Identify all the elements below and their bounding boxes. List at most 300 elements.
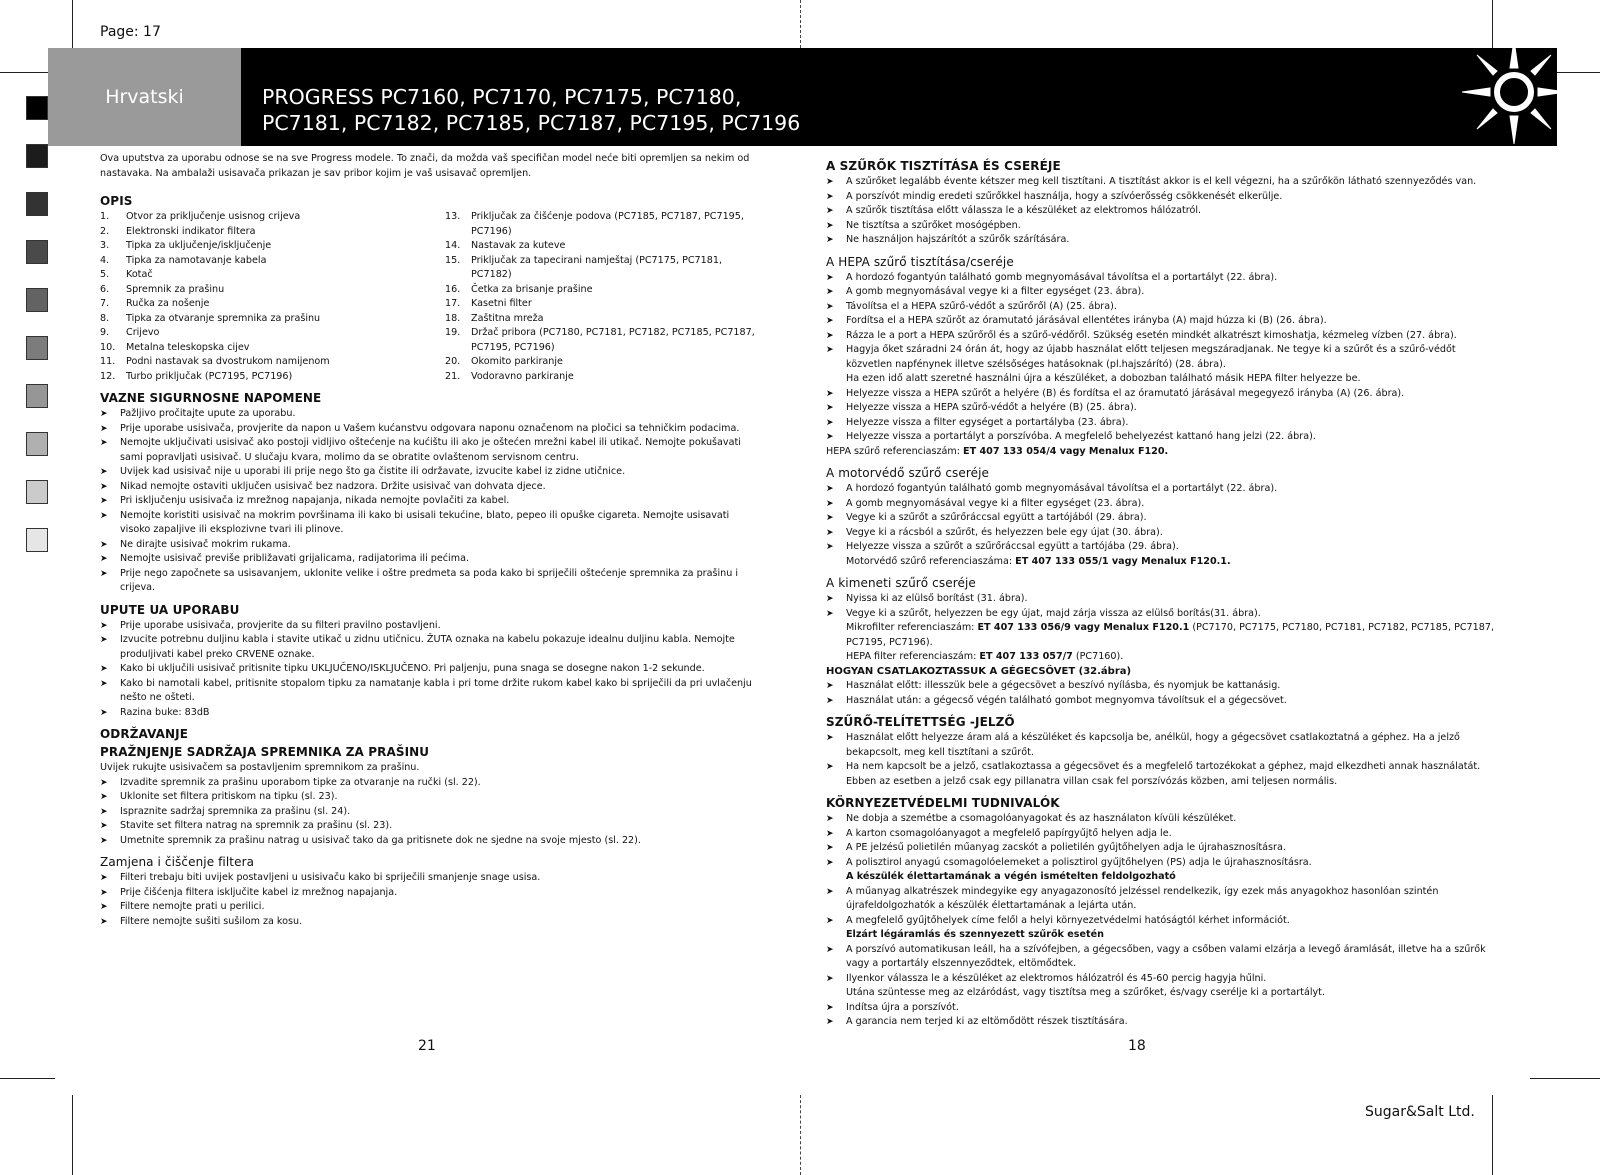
list-item-text: Uvijek kad usisivač nije u uporabi ili prije nego što ga čistite ili održavate, izvucite kabel iz zidne utičnice. [120, 466, 626, 477]
arrow-bullet-icon: ➤ [826, 498, 834, 509]
bullet-list [826, 482, 1496, 555]
list-item-text: A porszívó automatikusan leáll, ha a szívófejben, a gégecsőben, vagy a csőben valami elzárja a levegő áramlását, illetve ha a szűrők vagy a portartály elszennyeződtek, eltömődtek. [846, 943, 1486, 969]
parts-list-item [445, 297, 755, 312]
arrow-bullet-icon: ➤ [826, 513, 834, 523]
item-text: Tipka za uključenje/isključenje [126, 240, 272, 251]
arrow-bullet-icon: ➤ [826, 973, 834, 984]
list-item [826, 679, 1496, 694]
item-number: 10. [100, 341, 116, 353]
list-item-text: Filteri trebaju biti uvijek postavljeni u usisivaču kako bi spriječili smanjenje snage usisa. [120, 872, 541, 883]
list-item [826, 1015, 1496, 1030]
reference-label: Motorvédő szűrő referenciaszáma: [846, 555, 1016, 567]
model-title-line: PC7181, PC7182, PC7185, PC7187, PC7195, PC7196 [262, 111, 801, 135]
list-item-text: Pažljivo pročitajte upute za uporabu. [120, 408, 296, 419]
arrow-bullet-icon: ➤ [826, 527, 834, 538]
parts-list-item [100, 312, 445, 327]
list-item-text: Prije nego započnete sa usisavanjem, uklonite velike i oštre predmeta sa poda kako bi spriječili oštećenje spremnika za prašinu i crijeva. [120, 567, 739, 593]
list-item [100, 776, 760, 791]
item-text: Elektronski indikator filtera [126, 225, 256, 237]
fold-line [800, 1095, 801, 1175]
arrow-bullet-icon: ➤ [826, 944, 834, 955]
item-text: Podni nastavak sa dvostrukom namijenom [126, 356, 330, 367]
parts-list-item [100, 326, 445, 341]
item-text: Zaštitna mreža [471, 312, 544, 324]
arrow-bullet-icon: ➤ [826, 345, 834, 355]
list-item [100, 790, 760, 805]
list-item-text: Prije uporabe usisivača, provjerite da su filteri pravilno postavljeni. [120, 619, 441, 631]
arrow-bullet-icon: ➤ [826, 594, 834, 604]
item-number: 4. [100, 254, 110, 266]
section-heading: OPIS [100, 194, 133, 208]
list-item-text: A műanyag alkatrészek mindegyike egy anyagazonosító jelzéssel rendelkezik, így ezek más anyagokhoz hasonlóan szintén újrafeldolgozhatók a készülék élettartamának a lejárta után. [846, 885, 1439, 911]
parts-list-item [445, 370, 755, 385]
arrow-bullet-icon: ➤ [826, 191, 834, 202]
list-item [100, 871, 760, 886]
reference-label: Mikrofilter referenciaszám: [846, 622, 978, 633]
list-item [100, 619, 760, 634]
arrow-bullet-icon: ➤ [100, 620, 108, 631]
bullet-list [826, 731, 1496, 789]
arrow-bullet-icon: ➤ [826, 316, 834, 326]
parts-list-item [100, 355, 445, 370]
color-swatch [26, 96, 48, 120]
list-item [100, 407, 760, 422]
item-text: Metalna teleskopska cijev [126, 341, 250, 353]
arrow-bullet-icon: ➤ [100, 792, 108, 802]
bullet-list [826, 175, 1496, 248]
list-item [100, 706, 760, 721]
list-item [100, 633, 760, 662]
body-text: Ha ezen idő alatt szeretné használni újra a készüléket, a dobozban található másik HEPA filter helyezze be. [846, 373, 1361, 384]
arrow-bullet-icon: ➤ [826, 177, 834, 187]
list-item-text: Pri isključenju usisivača iz mrežnog napajanja, nikada nemojte povlačiti za kabel. [120, 495, 510, 506]
list-item-text: Ispraznite sadržaj spremnika za prašinu (sl. 24). [120, 805, 351, 817]
color-swatch [26, 480, 48, 504]
item-text: Kotač [126, 269, 153, 280]
item-text: Tipka za otvaranje spremnika za prašinu [126, 312, 321, 324]
arrow-bullet-icon: ➤ [100, 438, 108, 448]
list-item [826, 972, 1496, 987]
list-item-text: A karton csomagolóanyagot a megfelelő papírgyűjtő helyen adja le. [846, 827, 1172, 839]
crop-mark [0, 72, 55, 73]
list-item [826, 482, 1496, 497]
item-number: 13. [445, 211, 461, 222]
item-text: Nastavak za kuteve [471, 240, 566, 251]
bullet-list [826, 387, 1496, 445]
list-item-text: Nemojte koristiti usisivač na mokrim površinama ili kako bi usisali tekućine, blato, pepeo ili opuške cigareta. Nemojte usisavati visoko zapaljive ili eksplozivne tvari ili plinove. [120, 509, 730, 535]
arrow-bullet-icon: ➤ [100, 496, 108, 506]
arrow-bullet-icon: ➤ [826, 1017, 834, 1027]
reference-line [826, 650, 1496, 665]
usage-list [100, 619, 760, 721]
list-item [826, 387, 1496, 402]
crop-mark [0, 1078, 55, 1079]
list-item [826, 300, 1496, 315]
section-heading: HOGYAN CSATLAKOZTASSUK A GÉGECSÖVET (32.ábra) [826, 665, 1132, 677]
filter-list [100, 871, 760, 929]
parts-list-item [445, 355, 755, 370]
item-number: 18. [445, 312, 461, 324]
list-item [100, 480, 760, 495]
item-number: 14. [445, 240, 461, 251]
reference-label: HEPA szűrő referenciaszám: [826, 445, 964, 457]
parts-list-item [100, 210, 445, 225]
parts-list-column [100, 210, 445, 384]
list-item-text: Vegye ki a rácsból a szűrőt, és helyezzen bele egy újat (30. ábra). [846, 526, 1163, 538]
list-item [100, 886, 760, 901]
parts-list-item [445, 312, 755, 327]
list-item [100, 900, 760, 915]
arrow-bullet-icon: ➤ [100, 887, 108, 898]
arrow-bullet-icon: ➤ [100, 554, 108, 564]
arrow-bullet-icon: ➤ [826, 272, 834, 283]
safety-list [100, 407, 760, 596]
bullet-list [826, 1001, 1496, 1030]
list-item [826, 827, 1496, 842]
parts-list-item [100, 254, 445, 269]
list-item [100, 805, 760, 820]
arrow-bullet-icon: ➤ [100, 635, 108, 645]
model-title [262, 84, 1162, 136]
list-item [826, 760, 1496, 789]
arrow-bullet-icon: ➤ [826, 814, 834, 824]
list-item-text: Rázza le a port a HEPA szűrőről és a szűrő-védőről. Szükség esetén mindkét alkatrészt kimoshatja, kézmeleg vízben (27. ábra). [846, 329, 1457, 341]
item-number: 8. [100, 312, 110, 324]
reference-line [826, 621, 1496, 650]
subheading: A készülék élettartamának a végén ismételten feldolgozható [846, 871, 1176, 882]
model-title-line: PROGRESS PC7160, PC7170, PC7175, PC7180, [262, 85, 742, 109]
arrow-bullet-icon: ➤ [826, 695, 834, 706]
item-text: Crijevo [126, 327, 160, 338]
item-number: 20. [445, 356, 461, 367]
list-item [826, 856, 1496, 871]
list-item-text: Fordítsa el a HEPA szűrőt az óramutató járásával ellentétes irányba (A) majd húzza ki (B) (26. ábra). [846, 315, 1327, 326]
list-item-text: A gomb megnyomásával vegye ki a filter egységet (23. ábra). [846, 286, 1145, 297]
parts-list-item [100, 283, 445, 298]
item-text: Spremnik za prašinu [126, 283, 225, 295]
list-item-text: Indítsa újra a porszívót. [846, 1001, 959, 1013]
arrow-bullet-icon: ➤ [826, 828, 834, 839]
arrow-bullet-icon: ➤ [100, 835, 108, 846]
arrow-bullet-icon: ➤ [826, 330, 834, 341]
arrow-bullet-icon: ➤ [826, 287, 834, 297]
arrow-bullet-icon: ➤ [826, 1002, 834, 1013]
list-item-text: A gomb megnyomásával vegye ki a filter egységet (23. ábra). [846, 497, 1145, 509]
list-item [100, 465, 760, 480]
item-number: 16. [445, 283, 461, 295]
list-item-text: Ne használjon hajszárítót a szűrők szárítására. [846, 234, 1070, 245]
list-item [100, 915, 760, 930]
list-item [100, 677, 760, 706]
section-heading: SZŰRŐ-TELÍTETTSÉG -JELZŐ [826, 715, 1015, 729]
item-number: 7. [100, 298, 110, 309]
parts-list-item [100, 297, 445, 312]
list-item [826, 219, 1496, 234]
section-heading: A HEPA szűrő tisztítása/cseréje [826, 254, 1014, 269]
arrow-bullet-icon: ➤ [100, 707, 108, 718]
list-item [100, 422, 760, 437]
item-text: Priključak za tapecirani namještaj (PC7175, PC7181, PC7182) [471, 254, 723, 280]
color-swatch [26, 144, 48, 168]
list-item [826, 204, 1496, 219]
body-text: Utána szüntesse meg az elzáródást, vagy tisztítsa meg a szűrőket, és/vagy cserélje ki a portartályt. [846, 987, 1325, 998]
list-item [826, 943, 1496, 972]
list-item-text: A hordozó fogantyún található gomb megnyomásával távolítsa el a portartályt (22. ábra). [846, 483, 1278, 494]
list-item-text: A PE jelzésű polietilén műanyag zacskót a polietilén gyűjtőhelyen adja le újrahasznosításra. [846, 842, 1286, 853]
list-item-text: Razina buke: 83dB [120, 706, 210, 718]
arrow-bullet-icon: ➤ [100, 902, 108, 912]
fold-line [800, 0, 801, 48]
crop-mark [1530, 1078, 1600, 1079]
arrow-bullet-icon: ➤ [100, 777, 108, 788]
list-item-text: A hordozó fogantyún található gomb megnyomásával távolítsa el a portartályt (22. ábra). [846, 271, 1278, 283]
arrow-bullet-icon: ➤ [826, 857, 834, 868]
list-item [826, 401, 1496, 416]
list-item [826, 271, 1496, 286]
section-heading: A kimeneti szűrő cseréje [826, 576, 976, 590]
list-item [826, 329, 1496, 344]
list-item-text: Filtere nemojte sušiti sušilom za kosu. [120, 915, 303, 927]
list-item-text: Uklonite set filtera pritiskom na tipku (sl. 23). [120, 791, 338, 802]
list-item [826, 592, 1496, 607]
list-item [826, 233, 1496, 248]
arrow-bullet-icon: ➤ [100, 409, 108, 419]
list-item [826, 841, 1496, 856]
item-text: Kasetni filter [471, 298, 532, 309]
list-item [826, 430, 1496, 445]
list-item [826, 526, 1496, 541]
list-item-text: Ne tisztítsa a szűrőket mosógépben. [846, 219, 1021, 231]
list-item-text: Távolítsa el a HEPA szűrő-védőt a szűrőről (A) (25. ábra). [846, 300, 1117, 312]
color-swatch [26, 288, 48, 312]
body-text: Uvijek rukujte usisivačem sa postavljenim spremnikom za prašinu. [100, 762, 420, 773]
arrow-bullet-icon: ➤ [826, 206, 834, 216]
section-heading: A SZŰRŐK TISZTÍTÁSA ÉS CSERÉJE [826, 159, 1061, 173]
list-item-text: Ne dobja a szemétbe a csomagolóanyagokat és az használaton kívüli készüléket. [846, 813, 1237, 824]
arrow-bullet-icon: ➤ [100, 873, 108, 883]
list-item-text: Stavite set filtera natrag na spremnik za prašinu (sl. 23). [120, 820, 393, 831]
list-item-text: Izvadite spremnik za prašinu uporabom tipke za otvaranje na ručki (sl. 22). [120, 776, 481, 788]
list-item [826, 497, 1496, 512]
item-number: 21. [445, 370, 461, 382]
item-text: Četka za brisanje prašine [471, 283, 593, 295]
list-item-text: A szűrőket legalább évente kétszer meg kell tisztítani. A tisztítást akkor is el kell végezni, ha a szűrőkön látható szennyeződés van. [846, 176, 1477, 187]
list-item-text: Használat előtt: illesszük bele a gégecsövet a beszívó nyílásba, és nyomjuk be kattanásig. [846, 680, 1281, 691]
arrow-bullet-icon: ➤ [100, 916, 108, 927]
bullet-list [826, 885, 1496, 929]
arrow-bullet-icon: ➤ [826, 681, 834, 691]
arrow-bullet-icon: ➤ [826, 608, 834, 619]
reference-label: HEPA filter referenciaszám: [846, 651, 980, 662]
list-item [826, 285, 1496, 300]
list-item-text: Használat után: a gégecső végén található gombot megnyomva távolítsuk el a gégecsövet. [846, 694, 1287, 706]
item-number: 6. [100, 283, 110, 295]
list-item-text: Prije uporabe usisivača, provjerite da napon u Vašem kućanstvu odgovara naponu označenom na pločici sa tehničkim podacima. [120, 422, 740, 434]
arrow-bullet-icon: ➤ [100, 806, 108, 817]
list-item-text: A megfelelő gyűjtőhelyek címe felől a helyi környezetvédelmi hatóságtól kérhet információt. [846, 914, 1290, 926]
list-item-text: Vegye ki a szűrőt a szűrőráccsal együtt a tartójából (29. ábra). [846, 512, 1147, 523]
arrow-bullet-icon: ➤ [100, 568, 108, 579]
reference-line [826, 445, 1496, 460]
reference-value: ET 407 133 055/1 vagy Menalux F120.1. [1015, 555, 1231, 567]
list-item [826, 812, 1496, 827]
list-item-text: Prije čišćenja filtera isključite kabel iz mrežnog napajanja. [120, 886, 398, 898]
item-number: 12. [100, 370, 116, 382]
page-label: Page: 17 [100, 24, 161, 40]
parts-list-column [445, 210, 755, 384]
list-item-text: Umetnite spremnik za prašinu natrag u usisivač tako da ga pritisnete dok ne sjedne na svoje mjesto (sl. 22). [120, 834, 641, 846]
arrow-bullet-icon: ➤ [826, 388, 834, 399]
list-item [826, 343, 1496, 372]
arrow-bullet-icon: ➤ [826, 432, 834, 442]
color-swatch [26, 336, 48, 360]
reference-value: ET 407 133 057/7 [979, 651, 1073, 662]
list-item-text: Helyezze vissza a HEPA szűrőt a helyére (B) és fordítsa el az óramutató járásával megegyező irányba (A) (26. ábra). [846, 387, 1405, 399]
list-item-text: Ilyenkor válassza le a készüléket az elektromos hálózatról és 45-60 percig hagyja hűlni. [846, 972, 1267, 984]
bullet-list [826, 592, 1496, 621]
list-item-text: Használat előtt helyezze áram alá a készüléket és kapcsolja be, anélkül, hogy a gégecsövet csatlakoztatná a géphez. Ha a jelző bekapcsolt, meg kell tisztítani a szűrőt. [846, 732, 1460, 758]
list-item [826, 540, 1496, 555]
list-item-text: Izvucite potrebnu duljinu kabla i stavite utikač u zidnu utičnicu. ŽUTA oznaka na kabelu pokazuje idealnu duljinu kabla. Nemojte produljivati kabel preko CRVENE oznake. [120, 634, 735, 660]
list-item-text: A polisztirol anyagú csomagolóelemeket a polisztirol gyűjtőhelyen (PS) adja le újrahasznosításra. [846, 856, 1312, 868]
arrow-bullet-icon: ➤ [100, 481, 108, 492]
list-item-text: A szűrők tisztítása előtt válassza le a készüléket az elektromos hálózatról. [846, 205, 1202, 216]
arrow-bullet-icon: ➤ [826, 542, 834, 552]
page-number: 18 [1128, 1038, 1146, 1054]
parts-list-item [445, 326, 755, 355]
color-swatch [26, 432, 48, 456]
parts-list-item [100, 341, 445, 356]
list-item [826, 314, 1496, 329]
reference-models: (PC7160). [1072, 651, 1124, 662]
list-item-text: Filtere nemojte prati u perilici. [120, 901, 265, 912]
section-heading: A motorvédő szűrő cseréje [826, 466, 990, 480]
sun-icon [1462, 40, 1566, 144]
list-item [100, 662, 760, 677]
color-swatch [26, 192, 48, 216]
list-item-text: Ne dirajte usisivač mokrim rukama. [120, 538, 291, 550]
color-swatch [26, 384, 48, 408]
list-item-text: Nyissa ki az elülső borítást (31. ábra). [846, 593, 1028, 604]
arrow-bullet-icon: ➤ [826, 843, 834, 853]
arrow-bullet-icon: ➤ [100, 467, 108, 477]
emptying-list [100, 776, 760, 849]
reference-value: ET 407 133 056/9 vagy Menalux F120.1 [977, 622, 1190, 633]
section-heading: ODRŽAVANJE [100, 727, 189, 741]
list-item-text: Ha nem kapcsolt be a jelző, csatlakoztassa a gégecsövet és a megfelelő tartozékokat a géphez, majd elkezdheti annak használatát. Ebben az esetben a jelző csak egy pillanatra villan csak fel porszívózás közben, ami teljesen normális. [846, 761, 1481, 787]
list-item [100, 552, 760, 567]
reference-value: ET 407 133 054/4 vagy Menalux F120. [963, 445, 1169, 457]
list-item [826, 416, 1496, 431]
list-item-text: Helyezze vissza a portartályt a porszívóba. A megfelelő behelyezést kattanó hang jelzi (22. ábra). [846, 431, 1316, 442]
item-number: 2. [100, 225, 110, 237]
arrow-bullet-icon: ➤ [826, 301, 834, 312]
section-heading: Zamjena i čiščenje filtera [100, 855, 255, 869]
left-page-content [100, 152, 760, 929]
list-item [100, 436, 760, 465]
list-item-text: Nikad nemojte ostaviti uključen usisivač bez nadzora. Držite usisivač van dohvata djece. [120, 480, 546, 492]
page-number: 21 [418, 1038, 436, 1054]
parts-list-item [100, 268, 445, 283]
list-item-text: Nemojte usisivač previše približavati grijalicama, radijatorima ili pećima. [120, 553, 469, 564]
item-number: 5. [100, 269, 110, 280]
item-text: Tipka za namotavanje kabela [126, 254, 267, 266]
arrow-bullet-icon: ➤ [826, 762, 834, 772]
right-page-content [826, 158, 1496, 1030]
list-item-text: A garancia nem terjed ki az eltömődött részek tisztítására. [846, 1016, 1128, 1027]
item-text: Turbo priključak (PC7195, PC7196) [126, 370, 293, 382]
list-item-text: Vegye ki a szűrőt, helyezzen be egy újat, majd zárja vissza az elülső borítás(31. ábra). [846, 607, 1261, 619]
list-item-text: Hagyja őket száradni 24 órán át, hogy az újabb használat előtt teljesen megszáradjanak. Ne tegye ki a szűrőt és a szűrő-védőt közvetlen napfénynek illetve szélsőséges hatásoknak (pl.hajszárító) (28. ábra). [846, 344, 1456, 370]
reference-models: (PC7170, PC7175, PC7180, PC7181, PC7182, PC7185, PC7187, PC7195, PC7196). [846, 622, 1495, 648]
section-heading: VAZNE SIGURNOSNE NAPOMENE [100, 391, 322, 405]
item-number: 3. [100, 240, 110, 251]
item-text: Okomito parkiranje [471, 356, 563, 367]
item-number: 19. [445, 327, 461, 338]
list-item [100, 819, 760, 834]
crop-mark [1492, 1095, 1493, 1175]
list-item-text: Kako bi uključili usisivač pritisnite tipku UKLJUČENO/ISKLJUČENO. Pri paljenju, puna snaga se dosegne nakon 1-2 sekunde. [120, 663, 705, 674]
parts-list-item [100, 225, 445, 240]
company-name: Sugar&Salt Ltd. [1365, 1104, 1475, 1120]
bullet-list [826, 812, 1496, 870]
item-text: Vodoravno parkiranje [471, 370, 574, 382]
parts-list-item [445, 283, 755, 298]
list-item [826, 511, 1496, 526]
item-number: 9. [100, 327, 110, 338]
parts-list-item [100, 239, 445, 254]
list-item [826, 1001, 1496, 1016]
arrow-bullet-icon: ➤ [100, 423, 108, 434]
arrow-bullet-icon: ➤ [826, 403, 834, 413]
parts-list [100, 210, 760, 384]
list-item [826, 190, 1496, 205]
list-item-text: A porszívót mindig eredeti szűrőkkel használja, hogy a szívóerősség csökkenését elkerülje. [846, 190, 1283, 202]
bullet-list [826, 943, 1496, 987]
list-item [100, 509, 760, 538]
list-item [100, 567, 760, 596]
color-swatch [26, 240, 48, 264]
arrow-bullet-icon: ➤ [826, 886, 834, 897]
arrow-bullet-icon: ➤ [100, 510, 108, 521]
item-text: Ručka za nošenje [126, 298, 210, 309]
arrow-bullet-icon: ➤ [826, 733, 834, 743]
parts-list-item [445, 239, 755, 254]
parts-list-item [100, 370, 445, 385]
list-item-text: Helyezze vissza a szűrőt a szűrőráccsal együtt a tartójába (29. ábra). [846, 541, 1179, 552]
arrow-bullet-icon: ➤ [100, 821, 108, 831]
list-item-text: Nemojte uključivati usisivač ako postoji vidljivo oštećenje na kućištu ili ako je oštećen mrežni kabel ili utikač. Nemojte pokušavati sami popravljati usisivač. U slučaju kvara, molimo da se obratite ovlaštenom servisnom centru. [120, 437, 741, 463]
list-item [826, 694, 1496, 709]
list-item-text: Kako bi namotali kabel, pritisnite stopalom tipku za namatanje kabla i pri tome držite rukom kabel kako bi spriječili da pri uvlačenju nešto ne ošteti. [120, 677, 752, 703]
item-text: Otvor za priključenje usisnog crijeva [126, 211, 301, 222]
list-item [826, 731, 1496, 760]
bullet-list [826, 679, 1496, 708]
section-heading: UPUTE UA UPORABU [100, 602, 240, 617]
item-text: Priključak za čišćenje podova (PC7185, PC7187, PC7195, PC7196) [471, 211, 744, 237]
item-number: 15. [445, 254, 461, 266]
reference-line [826, 555, 1496, 570]
parts-list-item [445, 254, 755, 283]
list-item [826, 175, 1496, 190]
item-number: 17. [445, 298, 461, 309]
arrow-bullet-icon: ➤ [826, 915, 834, 926]
list-item [100, 538, 760, 553]
intro-text: Ova uputstva za uporabu odnose se na sve Progress modele. To znači, da možda vaš specifičan model neće biti opremljen sa nekim od nastavaka. Na ambalaži usisavača prikazan je sav pribor kojim je vaš usisavač opremljen. [100, 153, 750, 179]
arrow-bullet-icon: ➤ [826, 417, 834, 428]
language-tab [48, 48, 241, 146]
arrow-bullet-icon: ➤ [826, 484, 834, 494]
